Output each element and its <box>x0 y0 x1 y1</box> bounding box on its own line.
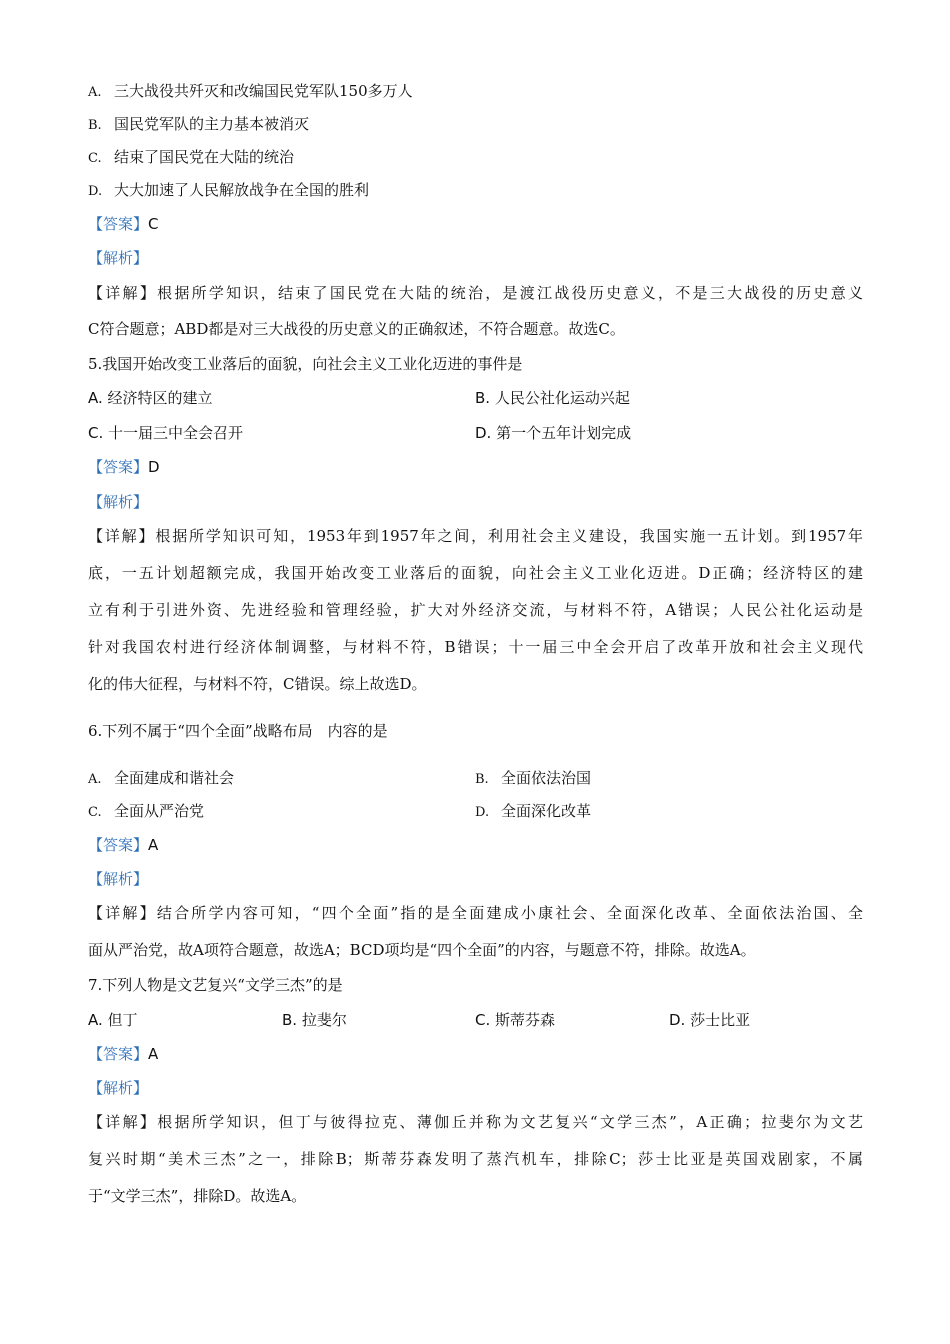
q4-detail-line-2 <box>88 319 625 339</box>
option-text: 全面从严治党 <box>114 802 205 820</box>
q5-option-b <box>475 388 630 408</box>
q4-detail-line-1 <box>88 283 863 303</box>
q6-option-a <box>88 768 234 790</box>
option-label: C. <box>88 151 102 166</box>
detail-text: 根据所学知识可知，1953年到1957年之间，利用社会主义建设，我国实施一五计划。到1957年 <box>155 527 863 545</box>
q4-analysis-heading <box>88 248 148 268</box>
answer-value: C <box>148 215 159 233</box>
analysis-tag: 【解析】 <box>88 493 149 511</box>
q5-option-c <box>88 423 243 443</box>
q5-option-d <box>475 423 631 443</box>
answer-value: A <box>148 1045 159 1063</box>
detail-text: 化的伟大征程，与材料不符，C错误。综上故选D。 <box>88 675 427 693</box>
answer-tag: 【答案】 <box>88 1045 149 1063</box>
q4-option-d <box>88 180 369 202</box>
q5-analysis-heading <box>88 492 148 512</box>
answer-tag: 【答案】 <box>88 215 149 233</box>
q5-stem: 5.我国开始改变工业落后的面貌，向社会主义工业化迈进的事件是 <box>88 355 523 373</box>
q6-analysis-heading <box>88 869 148 889</box>
detail-text: 根据所学知识，结束了国民党在大陆的统治，是渡江战役历史意义，不是三大战役的历史意义 <box>157 284 863 302</box>
q7-option-a <box>88 1010 138 1030</box>
q7-detail-line-1 <box>88 1112 863 1132</box>
detail-text: 根据所学知识，但丁与彼得拉克、薄伽丘并称为文艺复兴“文学三杰”，A正确；拉斐尔为文艺 <box>157 1113 863 1131</box>
option-text: 拉斐尔 <box>301 1011 347 1029</box>
detail-text: 立有利于引进外资、先进经验和管理经验，扩大对外经济交流，与材料不符，A错误；人民公社化运动是 <box>88 601 863 619</box>
detail-tag: 【详解】 <box>88 1113 158 1131</box>
analysis-tag: 【解析】 <box>88 249 149 267</box>
q7-option-c <box>475 1010 555 1030</box>
detail-text: 底，一五计划超额完成，我国开始改变工业落后的面貌，向社会主义工业化迈进。D正确；经济特区的建 <box>88 564 863 582</box>
q4-answer <box>88 214 159 234</box>
q5-detail-line-2 <box>88 563 863 583</box>
detail-tag: 【详解】 <box>88 527 156 545</box>
q6-stem: 6.下列不属于“四个全面”战略布局 内容的是 <box>88 722 388 740</box>
q7-detail-line-3 <box>88 1186 306 1206</box>
option-text: 全面依法治国 <box>501 769 592 787</box>
option-text: 全面深化改革 <box>501 802 592 820</box>
analysis-tag: 【解析】 <box>88 870 149 888</box>
analysis-tag: 【解析】 <box>88 1079 149 1097</box>
q4-option-b <box>88 114 309 136</box>
answer-value: A <box>148 836 159 854</box>
option-label: B. <box>475 772 489 787</box>
answer-tag: 【答案】 <box>88 836 149 854</box>
detail-text: 复兴时期“美术三杰”之一，排除B；斯蒂芬森发明了蒸汽机车，排除C；莎士比亚是英国戏剧家，不属 <box>88 1150 863 1168</box>
detail-text: C符合题意；ABD都是对三大战役的历史意义的正确叙述，不符合题意。故选C。 <box>88 320 625 338</box>
option-label: B. <box>282 1011 298 1029</box>
option-text: 人民公社化运动兴起 <box>494 389 630 407</box>
option-text: 斯蒂芬森 <box>495 1011 556 1029</box>
q5-detail-line-1 <box>88 526 863 546</box>
option-label: A. <box>88 1011 103 1029</box>
q5-detail-line-5 <box>88 674 427 694</box>
option-label: D. <box>475 424 492 442</box>
answer-value: D <box>148 458 160 476</box>
option-text: 三大战役共歼灭和改编国民党军队150多万人 <box>114 82 413 100</box>
option-text: 但丁 <box>107 1011 138 1029</box>
option-label: A. <box>88 389 103 407</box>
detail-text: 于“文学三杰”，排除D。故选A。 <box>88 1187 307 1205</box>
option-label: D. <box>669 1011 686 1029</box>
option-label: B. <box>475 389 491 407</box>
q7-option-d <box>669 1010 750 1030</box>
q6-option-d <box>475 801 591 823</box>
option-text: 国民党军队的主力基本被消灭 <box>114 115 310 133</box>
detail-tag: 【详解】 <box>88 284 158 302</box>
q5-answer <box>88 457 160 477</box>
q6-answer <box>88 835 158 855</box>
detail-text: 结合所学内容可知，“四个全面”指的是全面建成小康社会、全面深化改革、全面依法治国、全 <box>156 904 863 922</box>
q6-option-b <box>475 768 591 790</box>
option-label: D. <box>88 184 103 199</box>
option-text: 经济特区的建立 <box>107 389 213 407</box>
option-text: 大大加速了人民解放战争在全国的胜利 <box>114 181 370 199</box>
q4-option-c <box>88 147 294 169</box>
q7-answer <box>88 1044 158 1064</box>
option-text: 莎士比亚 <box>690 1011 751 1029</box>
option-label: C. <box>475 1011 491 1029</box>
option-text: 结束了国民党在大陆的统治 <box>114 148 295 166</box>
option-label: A. <box>88 85 102 100</box>
q4-option-a <box>88 81 413 103</box>
q7-analysis-heading <box>88 1078 148 1098</box>
option-label: D. <box>475 805 490 820</box>
detail-text: 针对我国农村进行经济体制调整，与材料不符，B错误；十一届三中全会开启了改革开放和社会主义现代 <box>88 638 863 656</box>
q5-detail-line-3 <box>88 600 863 620</box>
option-label: A. <box>88 772 102 787</box>
q7-stem: 7.下列人物是文艺复兴“文学三杰”的是 <box>88 976 343 994</box>
q5-detail-line-4 <box>88 637 863 657</box>
option-label: C. <box>88 424 104 442</box>
q5-option-a <box>88 388 213 408</box>
option-text: 全面建成和谐社会 <box>114 769 235 787</box>
detail-text: 面从严治党，故A项符合题意，故选A；BCD项均是“四个全面”的内容，与题意不符，排除。故选A。 <box>88 941 756 959</box>
q6-option-c <box>88 801 204 823</box>
option-label: B. <box>88 118 102 133</box>
option-text: 十一届三中全会召开 <box>108 424 244 442</box>
detail-tag: 【详解】 <box>88 904 157 922</box>
q6-detail-line-2 <box>88 940 756 960</box>
q7-option-b <box>282 1010 347 1030</box>
option-label: C. <box>88 805 102 820</box>
answer-tag: 【答案】 <box>88 458 149 476</box>
option-text: 第一个五年计划完成 <box>496 424 632 442</box>
q7-detail-line-2 <box>88 1149 863 1169</box>
q6-detail-line-1 <box>88 903 863 923</box>
